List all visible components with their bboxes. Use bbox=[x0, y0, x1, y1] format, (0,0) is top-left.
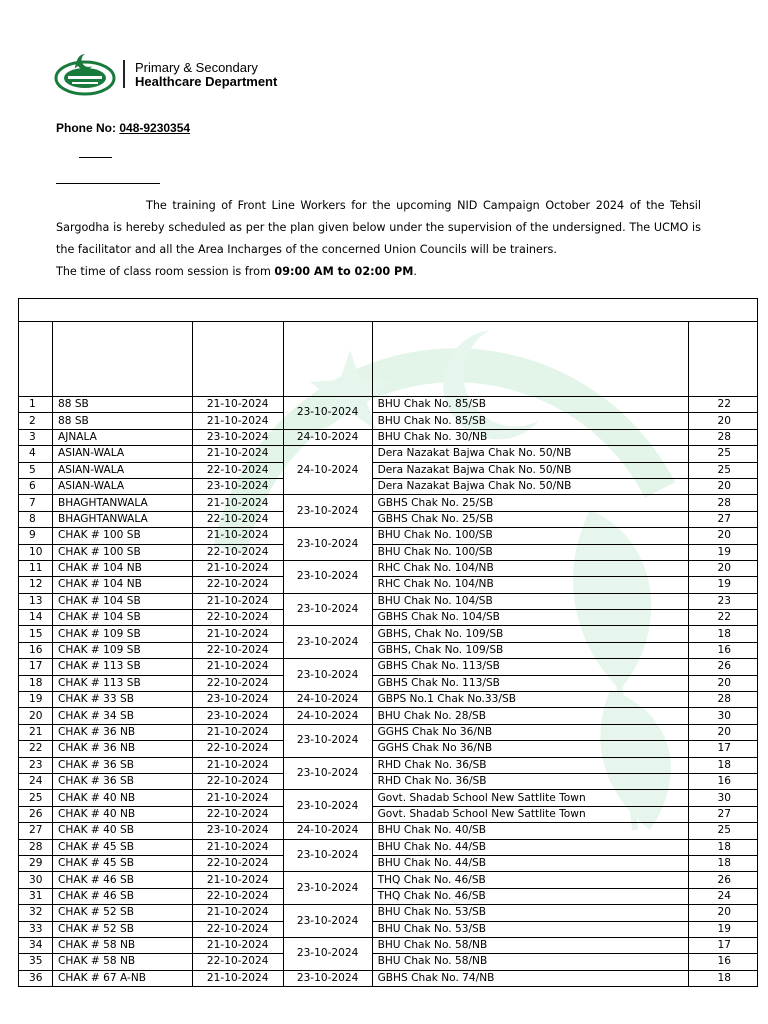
phone-info bbox=[56, 121, 190, 135]
serial-cell: 24 bbox=[19, 773, 53, 789]
venue-cell: BHU Chak No. 44/SB bbox=[372, 855, 689, 871]
union-council-cell: BHAGHTANWALA bbox=[52, 495, 192, 511]
venue-cell: BHU Chak No. 40/SB bbox=[372, 823, 689, 839]
table-row bbox=[19, 806, 758, 822]
union-council-cell: CHAK # 109 SB bbox=[52, 642, 192, 658]
union-council-cell: CHAK # 100 SB bbox=[52, 528, 192, 544]
serial-cell: 36 bbox=[19, 970, 53, 986]
header-cell-uc bbox=[52, 322, 192, 397]
serial-cell: 25 bbox=[19, 790, 53, 806]
participants-cell: 18 bbox=[689, 626, 758, 642]
venue-cell: Dera Nazakat Bajwa Chak No. 50/NB bbox=[372, 446, 689, 462]
training-date-cell: 23-10-2024 bbox=[192, 708, 283, 724]
participants-cell: 16 bbox=[689, 954, 758, 970]
table-row bbox=[19, 855, 758, 871]
venue-cell: GBHS Chak No. 74/NB bbox=[372, 970, 689, 986]
venue-cell: GBHS Chak No. 113/SB bbox=[372, 675, 689, 691]
venue-cell: GBHS, Chak No. 109/SB bbox=[372, 626, 689, 642]
phone-number: 048-9230354 bbox=[119, 121, 191, 135]
table-row bbox=[19, 888, 758, 904]
table-row bbox=[19, 823, 758, 839]
serial-cell: 20 bbox=[19, 708, 53, 724]
training-date-cell: 22-10-2024 bbox=[192, 855, 283, 871]
campaign-date-cell: 24-10-2024 bbox=[283, 708, 372, 724]
venue-cell: GGHS Chak No 36/NB bbox=[372, 724, 689, 740]
table-row bbox=[19, 675, 758, 691]
venue-cell: Dera Nazakat Bajwa Chak No. 50/NB bbox=[372, 462, 689, 478]
table-row bbox=[19, 692, 758, 708]
table-row bbox=[19, 905, 758, 921]
serial-cell: 21 bbox=[19, 724, 53, 740]
union-council-cell: CHAK # 52 SB bbox=[52, 921, 192, 937]
training-date-cell: 21-10-2024 bbox=[192, 970, 283, 986]
serial-cell: 15 bbox=[19, 626, 53, 642]
training-date-cell: 21-10-2024 bbox=[192, 446, 283, 462]
union-council-cell: ASIAN-WALA bbox=[52, 462, 192, 478]
serial-cell: 8 bbox=[19, 511, 53, 527]
serial-cell: 31 bbox=[19, 888, 53, 904]
participants-cell: 20 bbox=[689, 675, 758, 691]
participants-cell: 27 bbox=[689, 511, 758, 527]
serial-cell: 14 bbox=[19, 610, 53, 626]
serial-cell: 33 bbox=[19, 921, 53, 937]
table-row bbox=[19, 659, 758, 675]
campaign-date-cell: 23-10-2024 bbox=[283, 495, 372, 528]
serial-cell: 13 bbox=[19, 593, 53, 609]
training-date-cell: 21-10-2024 bbox=[192, 839, 283, 855]
training-date-cell: 23-10-2024 bbox=[192, 823, 283, 839]
participants-cell: 17 bbox=[689, 741, 758, 757]
union-council-cell: ASIAN-WALA bbox=[52, 478, 192, 494]
header-cell-date2 bbox=[283, 322, 372, 397]
training-date-cell: 21-10-2024 bbox=[192, 724, 283, 740]
serial-cell: 26 bbox=[19, 806, 53, 822]
participants-cell: 26 bbox=[689, 872, 758, 888]
serial-cell: 10 bbox=[19, 544, 53, 560]
participants-cell: 18 bbox=[689, 970, 758, 986]
time-prefix: The time of class room session is from bbox=[56, 265, 275, 278]
table-row bbox=[19, 724, 758, 740]
union-council-cell: CHAK # 36 SB bbox=[52, 757, 192, 773]
campaign-date-cell: 23-10-2024 bbox=[283, 397, 372, 430]
time-value: 09:00 AM to 02:00 PM bbox=[274, 265, 414, 278]
union-council-cell: CHAK # 46 SB bbox=[52, 888, 192, 904]
training-date-cell: 21-10-2024 bbox=[192, 560, 283, 576]
blank-line-short bbox=[79, 157, 112, 158]
training-date-cell: 21-10-2024 bbox=[192, 413, 283, 429]
venue-cell: BHU Chak No. 100/SB bbox=[372, 544, 689, 560]
union-council-cell: CHAK # 36 NB bbox=[52, 724, 192, 740]
campaign-date-cell: 23-10-2024 bbox=[283, 724, 372, 757]
participants-cell: 24 bbox=[689, 888, 758, 904]
union-council-cell: CHAK # 58 NB bbox=[52, 937, 192, 953]
training-date-cell: 22-10-2024 bbox=[192, 462, 283, 478]
table-title-cell bbox=[19, 299, 758, 322]
serial-cell: 12 bbox=[19, 577, 53, 593]
union-council-cell: CHAK # 45 SB bbox=[52, 839, 192, 855]
venue-cell: RHD Chak No. 36/SB bbox=[372, 757, 689, 773]
training-date-cell: 21-10-2024 bbox=[192, 905, 283, 921]
campaign-date-cell: 23-10-2024 bbox=[283, 790, 372, 823]
participants-cell: 20 bbox=[689, 560, 758, 576]
union-council-cell: CHAK # 113 SB bbox=[52, 659, 192, 675]
campaign-date-cell: 23-10-2024 bbox=[283, 937, 372, 970]
phone-label: Phone No: bbox=[56, 121, 116, 135]
union-council-cell: ASIAN-WALA bbox=[52, 446, 192, 462]
training-date-cell: 22-10-2024 bbox=[192, 642, 283, 658]
table-row bbox=[19, 773, 758, 789]
participants-cell: 16 bbox=[689, 773, 758, 789]
training-schedule-table bbox=[18, 298, 758, 987]
venue-cell: BHU Chak No. 85/SB bbox=[372, 397, 689, 413]
campaign-date-cell: 23-10-2024 bbox=[283, 839, 372, 872]
union-council-cell: CHAK # 104 NB bbox=[52, 560, 192, 576]
campaign-date-cell: 23-10-2024 bbox=[283, 659, 372, 692]
venue-cell: GBHS Chak No. 25/SB bbox=[372, 511, 689, 527]
participants-cell: 19 bbox=[689, 921, 758, 937]
table-row bbox=[19, 528, 758, 544]
department-name-line2: Healthcare Department bbox=[135, 74, 278, 89]
serial-cell: 1 bbox=[19, 397, 53, 413]
serial-cell: 9 bbox=[19, 528, 53, 544]
training-date-cell: 21-10-2024 bbox=[192, 626, 283, 642]
participants-cell: 19 bbox=[689, 577, 758, 593]
punjab-government-logo-icon bbox=[54, 52, 116, 96]
table-row bbox=[19, 954, 758, 970]
venue-cell: GGHS Chak No 36/NB bbox=[372, 741, 689, 757]
participants-cell: 17 bbox=[689, 937, 758, 953]
training-date-cell: 21-10-2024 bbox=[192, 397, 283, 413]
training-date-cell: 21-10-2024 bbox=[192, 937, 283, 953]
serial-cell: 5 bbox=[19, 462, 53, 478]
training-date-cell: 21-10-2024 bbox=[192, 872, 283, 888]
training-date-cell: 23-10-2024 bbox=[192, 478, 283, 494]
union-council-cell: CHAK # 104 NB bbox=[52, 577, 192, 593]
table-row bbox=[19, 495, 758, 511]
table-row bbox=[19, 921, 758, 937]
campaign-date-cell: 23-10-2024 bbox=[283, 593, 372, 626]
table-row bbox=[19, 790, 758, 806]
participants-cell: 16 bbox=[689, 642, 758, 658]
participants-cell: 28 bbox=[689, 495, 758, 511]
training-date-cell: 22-10-2024 bbox=[192, 544, 283, 560]
training-date-cell: 22-10-2024 bbox=[192, 511, 283, 527]
campaign-date-cell: 23-10-2024 bbox=[283, 528, 372, 561]
header-cell-count bbox=[689, 322, 758, 397]
participants-cell: 18 bbox=[689, 757, 758, 773]
campaign-date-cell: 23-10-2024 bbox=[283, 970, 372, 986]
union-council-cell: CHAK # 36 NB bbox=[52, 741, 192, 757]
table-row bbox=[19, 626, 758, 642]
participants-cell: 25 bbox=[689, 462, 758, 478]
union-council-cell: CHAK # 33 SB bbox=[52, 692, 192, 708]
training-date-cell: 21-10-2024 bbox=[192, 528, 283, 544]
serial-cell: 7 bbox=[19, 495, 53, 511]
union-council-cell: CHAK # 52 SB bbox=[52, 905, 192, 921]
table-row bbox=[19, 970, 758, 986]
serial-cell: 29 bbox=[19, 855, 53, 871]
union-council-cell: CHAK # 40 NB bbox=[52, 806, 192, 822]
participants-cell: 19 bbox=[689, 544, 758, 560]
participants-cell: 23 bbox=[689, 593, 758, 609]
training-date-cell: 21-10-2024 bbox=[192, 790, 283, 806]
table-row bbox=[19, 872, 758, 888]
venue-cell: BHU Chak No. 30/NB bbox=[372, 429, 689, 445]
serial-cell: 16 bbox=[19, 642, 53, 658]
campaign-date-cell: 24-10-2024 bbox=[283, 429, 372, 445]
serial-cell: 34 bbox=[19, 937, 53, 953]
blank-line-long bbox=[56, 183, 160, 184]
intro-paragraph bbox=[56, 195, 701, 283]
participants-cell: 20 bbox=[689, 478, 758, 494]
serial-cell: 30 bbox=[19, 872, 53, 888]
table-row bbox=[19, 610, 758, 626]
table-row bbox=[19, 560, 758, 576]
union-council-cell: CHAK # 40 SB bbox=[52, 823, 192, 839]
serial-cell: 23 bbox=[19, 757, 53, 773]
table-row bbox=[19, 429, 758, 445]
training-date-cell: 21-10-2024 bbox=[192, 495, 283, 511]
participants-cell: 26 bbox=[689, 659, 758, 675]
participants-cell: 28 bbox=[689, 692, 758, 708]
training-date-cell: 22-10-2024 bbox=[192, 954, 283, 970]
participants-cell: 22 bbox=[689, 610, 758, 626]
serial-cell: 18 bbox=[19, 675, 53, 691]
table-row bbox=[19, 446, 758, 462]
serial-cell: 2 bbox=[19, 413, 53, 429]
training-date-cell: 22-10-2024 bbox=[192, 741, 283, 757]
venue-cell: Govt. Shadab School New Sattlite Town bbox=[372, 806, 689, 822]
union-council-cell: CHAK # 34 SB bbox=[52, 708, 192, 724]
venue-cell: BHU Chak No. 85/SB bbox=[372, 413, 689, 429]
participants-cell: 27 bbox=[689, 806, 758, 822]
union-council-cell: 88 SB bbox=[52, 397, 192, 413]
venue-cell: BHU Chak No. 104/SB bbox=[372, 593, 689, 609]
training-date-cell: 23-10-2024 bbox=[192, 692, 283, 708]
table-row bbox=[19, 511, 758, 527]
serial-cell: 3 bbox=[19, 429, 53, 445]
campaign-date-cell: 23-10-2024 bbox=[283, 757, 372, 790]
union-council-cell: CHAK # 58 NB bbox=[52, 954, 192, 970]
union-council-cell: CHAK # 36 SB bbox=[52, 773, 192, 789]
serial-cell: 27 bbox=[19, 823, 53, 839]
campaign-date-cell: 24-10-2024 bbox=[283, 692, 372, 708]
table-header-row bbox=[19, 322, 758, 397]
training-date-cell: 23-10-2024 bbox=[192, 429, 283, 445]
logo-divider bbox=[123, 60, 125, 88]
serial-cell: 19 bbox=[19, 692, 53, 708]
table-row bbox=[19, 937, 758, 953]
table-row bbox=[19, 593, 758, 609]
table-row bbox=[19, 757, 758, 773]
participants-cell: 22 bbox=[689, 397, 758, 413]
venue-cell: BHU Chak No. 28/SB bbox=[372, 708, 689, 724]
table-body bbox=[19, 299, 758, 987]
venue-cell: BHU Chak No. 53/SB bbox=[372, 921, 689, 937]
participants-cell: 18 bbox=[689, 839, 758, 855]
venue-cell: RHC Chak No. 104/NB bbox=[372, 560, 689, 576]
union-council-cell: CHAK # 109 SB bbox=[52, 626, 192, 642]
venue-cell: BHU Chak No. 100/SB bbox=[372, 528, 689, 544]
participants-cell: 30 bbox=[689, 708, 758, 724]
venue-cell: BHU Chak No. 53/SB bbox=[372, 905, 689, 921]
serial-cell: 4 bbox=[19, 446, 53, 462]
campaign-date-cell: 23-10-2024 bbox=[283, 626, 372, 659]
training-date-cell: 21-10-2024 bbox=[192, 593, 283, 609]
participants-cell: 20 bbox=[689, 724, 758, 740]
table-row bbox=[19, 577, 758, 593]
training-date-cell: 22-10-2024 bbox=[192, 921, 283, 937]
venue-cell: RHD Chak No. 36/SB bbox=[372, 773, 689, 789]
union-council-cell: CHAK # 40 NB bbox=[52, 790, 192, 806]
venue-cell: RHC Chak No. 104/NB bbox=[372, 577, 689, 593]
participants-cell: 20 bbox=[689, 905, 758, 921]
venue-cell: BHU Chak No. 58/NB bbox=[372, 954, 689, 970]
time-suffix: . bbox=[413, 265, 417, 278]
training-date-cell: 22-10-2024 bbox=[192, 806, 283, 822]
union-council-cell: CHAK # 113 SB bbox=[52, 675, 192, 691]
union-council-cell: CHAK # 104 SB bbox=[52, 593, 192, 609]
campaign-date-cell: 24-10-2024 bbox=[283, 446, 372, 495]
serial-cell: 11 bbox=[19, 560, 53, 576]
serial-cell: 28 bbox=[19, 839, 53, 855]
training-date-cell: 22-10-2024 bbox=[192, 610, 283, 626]
campaign-date-cell: 24-10-2024 bbox=[283, 823, 372, 839]
participants-cell: 28 bbox=[689, 429, 758, 445]
participants-cell: 20 bbox=[689, 413, 758, 429]
training-date-cell: 21-10-2024 bbox=[192, 757, 283, 773]
department-name-line1: Primary & Secondary bbox=[135, 60, 258, 75]
training-date-cell: 22-10-2024 bbox=[192, 577, 283, 593]
venue-cell: Govt. Shadab School New Sattlite Town bbox=[372, 790, 689, 806]
union-council-cell: CHAK # 45 SB bbox=[52, 855, 192, 871]
serial-cell: 17 bbox=[19, 659, 53, 675]
venue-cell: GBHS Chak No. 25/SB bbox=[372, 495, 689, 511]
union-council-cell: CHAK # 100 SB bbox=[52, 544, 192, 560]
union-council-cell: AJNALA bbox=[52, 429, 192, 445]
table-row bbox=[19, 741, 758, 757]
training-date-cell: 21-10-2024 bbox=[192, 659, 283, 675]
union-council-cell: BHAGHTANWALA bbox=[52, 511, 192, 527]
table-row bbox=[19, 397, 758, 413]
training-date-cell: 22-10-2024 bbox=[192, 773, 283, 789]
campaign-date-cell: 23-10-2024 bbox=[283, 872, 372, 905]
header-cell-serial bbox=[19, 322, 53, 397]
participants-cell: 20 bbox=[689, 528, 758, 544]
participants-cell: 18 bbox=[689, 855, 758, 871]
table-row bbox=[19, 478, 758, 494]
venue-cell: BHU Chak No. 44/SB bbox=[372, 839, 689, 855]
union-council-cell: CHAK # 46 SB bbox=[52, 872, 192, 888]
table-row bbox=[19, 708, 758, 724]
venue-cell: THQ Chak No. 46/SB bbox=[372, 872, 689, 888]
venue-cell: THQ Chak No. 46/SB bbox=[372, 888, 689, 904]
training-date-cell: 22-10-2024 bbox=[192, 675, 283, 691]
venue-cell: GBHS, Chak No. 109/SB bbox=[372, 642, 689, 658]
serial-cell: 6 bbox=[19, 478, 53, 494]
table-row bbox=[19, 839, 758, 855]
table-row bbox=[19, 642, 758, 658]
serial-cell: 35 bbox=[19, 954, 53, 970]
serial-cell: 32 bbox=[19, 905, 53, 921]
participants-cell: 25 bbox=[689, 823, 758, 839]
union-council-cell: 88 SB bbox=[52, 413, 192, 429]
union-council-cell: CHAK # 104 SB bbox=[52, 610, 192, 626]
table-row bbox=[19, 544, 758, 560]
venue-cell: BHU Chak No. 58/NB bbox=[372, 937, 689, 953]
table-title-row bbox=[19, 299, 758, 322]
campaign-date-cell: 23-10-2024 bbox=[283, 560, 372, 593]
header-cell-venue bbox=[372, 322, 689, 397]
serial-cell: 22 bbox=[19, 741, 53, 757]
header-cell-date1 bbox=[192, 322, 283, 397]
campaign-date-cell: 23-10-2024 bbox=[283, 905, 372, 938]
participants-cell: 25 bbox=[689, 446, 758, 462]
table-row bbox=[19, 413, 758, 429]
union-council-cell: CHAK # 67 A-NB bbox=[52, 970, 192, 986]
venue-cell: Dera Nazakat Bajwa Chak No. 50/NB bbox=[372, 478, 689, 494]
training-date-cell: 22-10-2024 bbox=[192, 888, 283, 904]
venue-cell: GBHS Chak No. 113/SB bbox=[372, 659, 689, 675]
table-row bbox=[19, 462, 758, 478]
venue-cell: GBHS Chak No. 104/SB bbox=[372, 610, 689, 626]
intro-text: The training of Front Line Workers for the upcoming NID Campaign October 2024 of the Tehsil Sargodha is hereby scheduled as per the plan given below under the supervision of the undersigned. The UCMO is the facilitator and all the Area Incharges of the concerned Union Councils will be trainers. bbox=[56, 199, 701, 256]
venue-cell: GBPS No.1 Chak No.33/SB bbox=[372, 692, 689, 708]
participants-cell: 30 bbox=[689, 790, 758, 806]
